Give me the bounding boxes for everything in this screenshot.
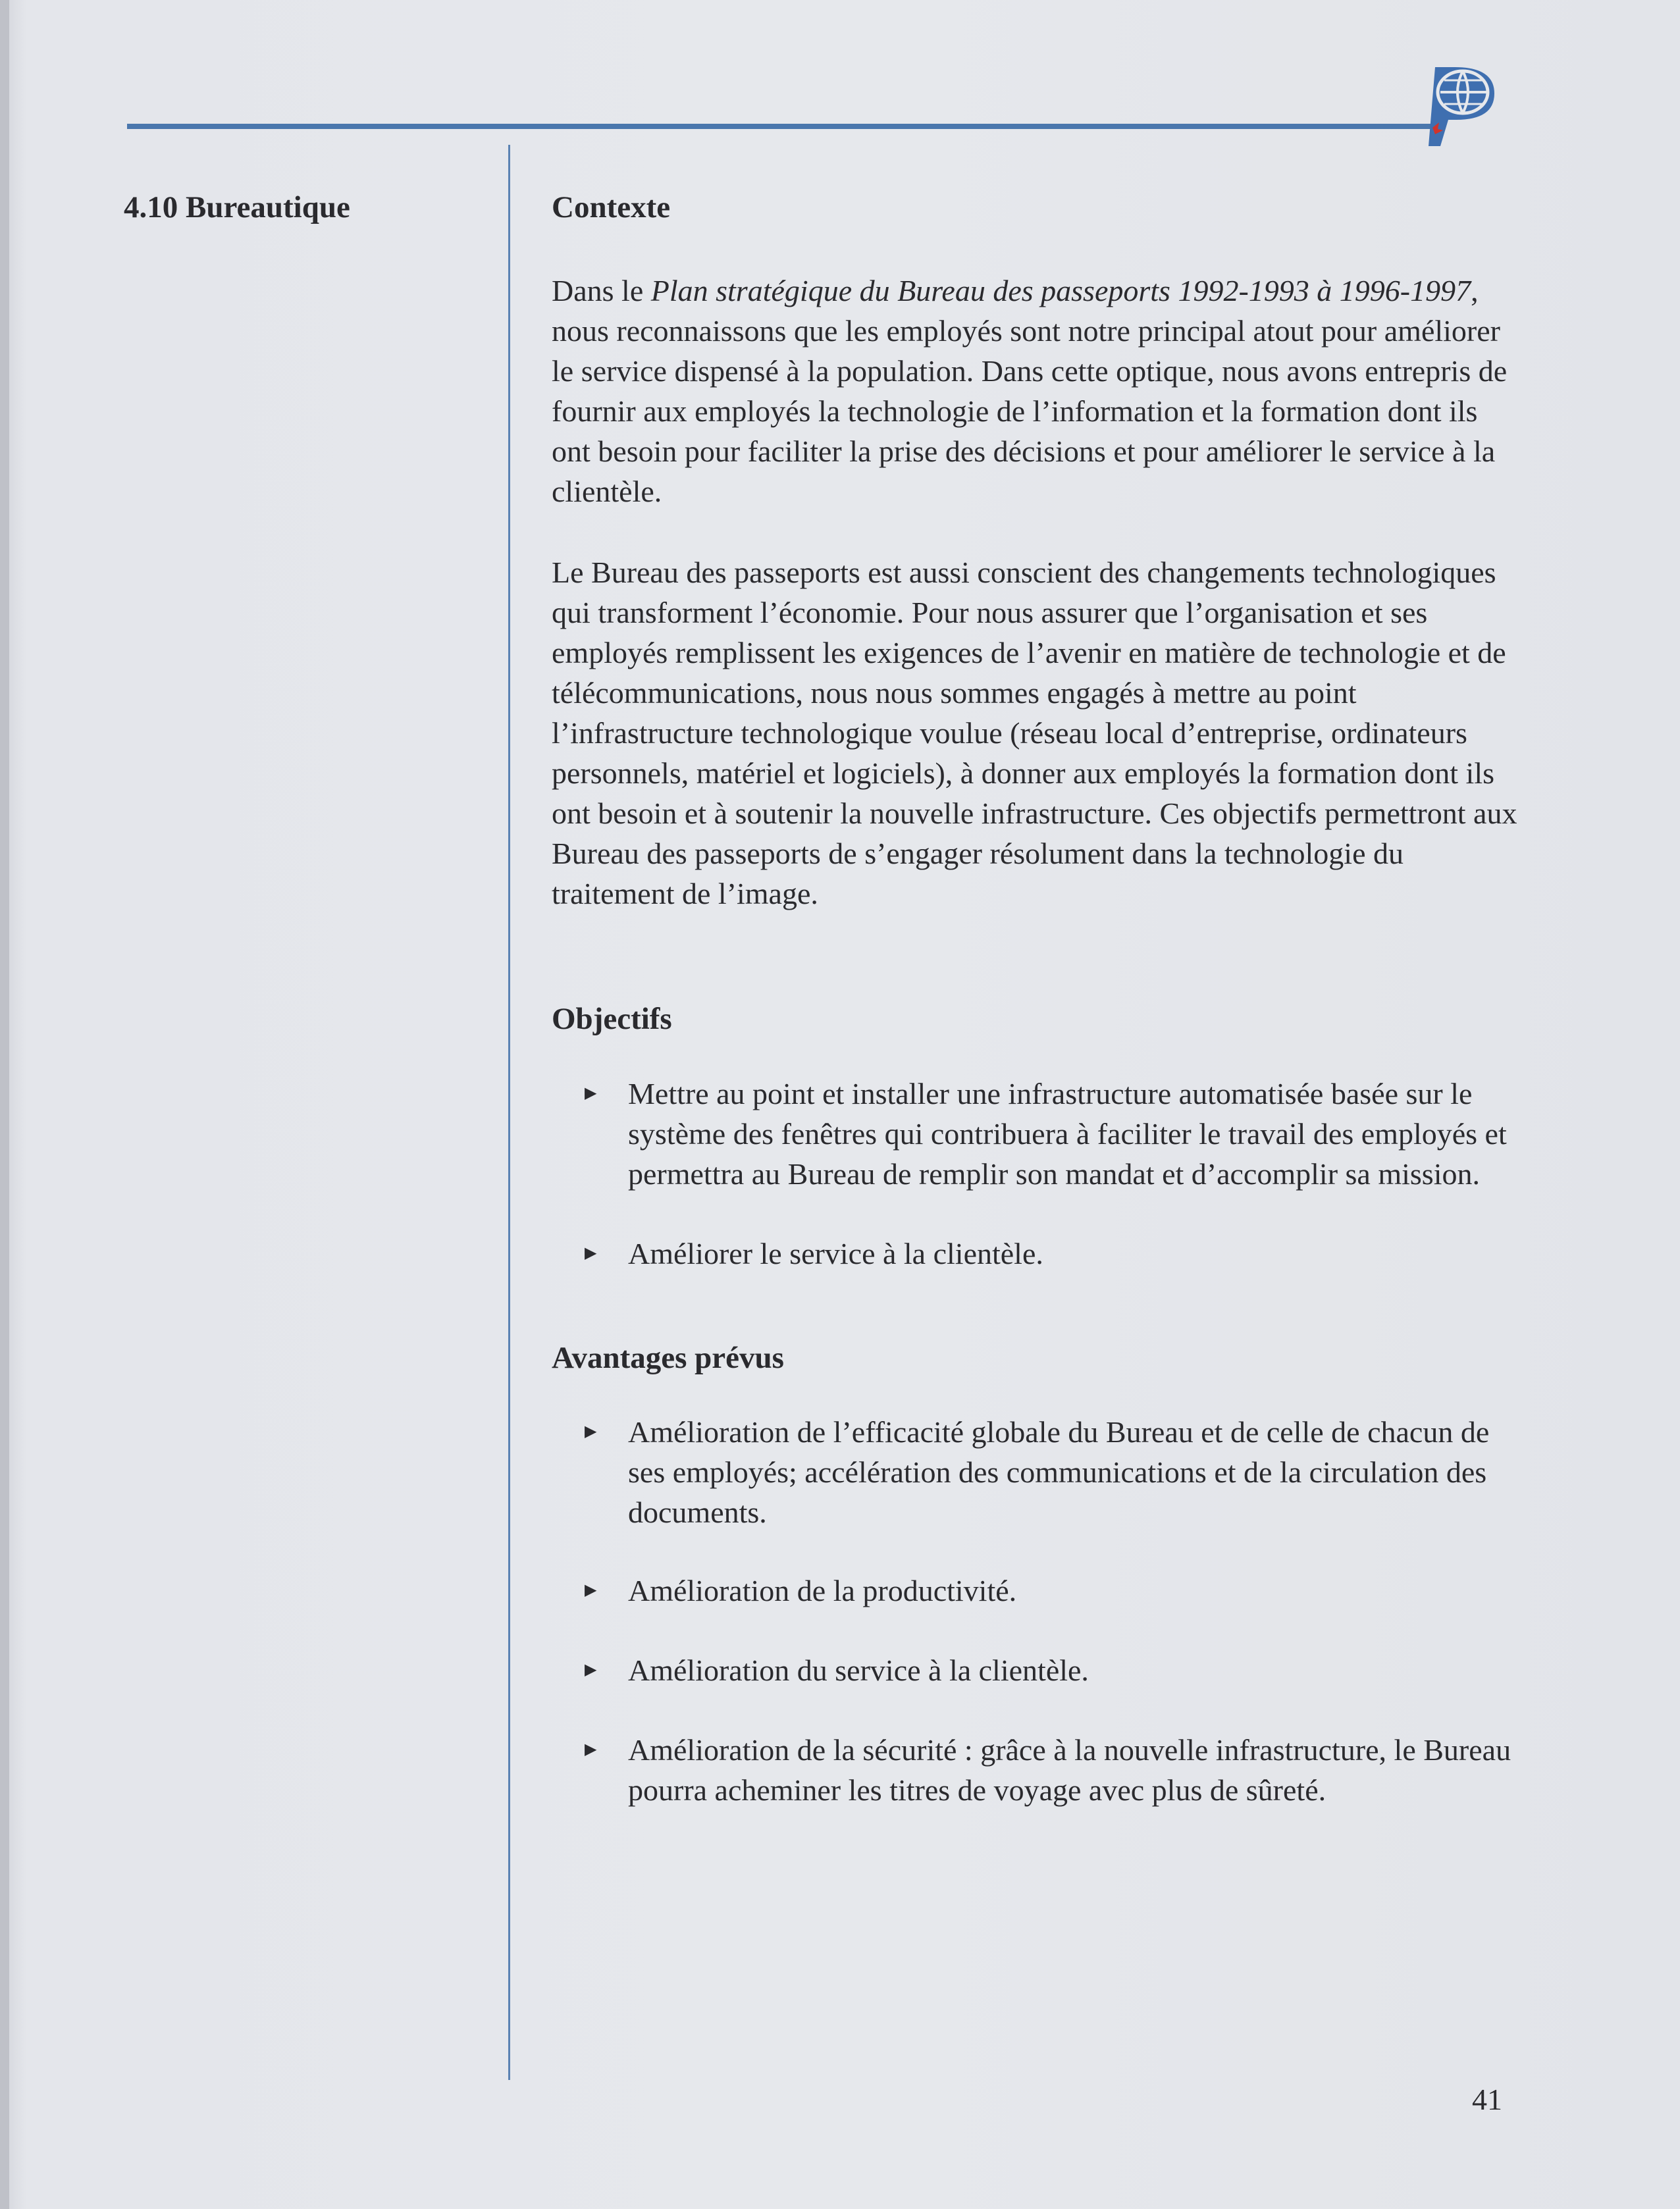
avantages-list xyxy=(552,1412,1519,1810)
contexte-p1-before: Dans le xyxy=(552,274,651,308)
avantages-heading: Avantages prévus xyxy=(552,1340,784,1375)
list-item-text: Amélioration de la sécurité : grâce à la nouvelle infrastructure, le Bureau pourra acheminer les titres de voyage avec plus de sûreté. xyxy=(628,1733,1511,1807)
objectifs-heading: Objectifs xyxy=(552,1002,672,1037)
section-title: 4.10 Bureautique xyxy=(124,190,350,224)
contexte-p1-after: , nous reconnaissons que les employés sont notre principal atout pour améliorer le service dispensé à la population. Dans cette optique, nous avons entrepris de fournir aux employés la technologie de l’information et la formation dont ils ont besoin pour faciliter la prise des décisions et pour améliorer le service à la clientèle. xyxy=(552,274,1508,509)
list-item xyxy=(552,1650,1519,1690)
page-number: 41 xyxy=(1472,2083,1502,2116)
contexte-paragraph-1 xyxy=(552,271,1519,511)
bullet-icon: ▶ xyxy=(585,1661,597,1679)
main-content xyxy=(552,189,1519,1810)
list-item xyxy=(552,1730,1519,1810)
list-item xyxy=(552,1571,1519,1611)
bullet-icon: ▶ xyxy=(585,1244,597,1262)
list-item-text: Mettre au point et installer une infrastructure automatisée basée sur le système des fenêtres qui contribuera à faciliter le travail des employés et permettra au Bureau de remplir son mandat et d’accomplir sa mission. xyxy=(628,1076,1507,1191)
contexte-paragraph-2: Le Bureau des passeports est aussi conscient des changements technologiques qui transforment l’économie. Pour nous assurer que l’organisation et ses employés remplissent les exigences de l’avenir en matière de technologie et de télécommunications, nous nous sommes engagés à mettre au point l’infrastructure technologique voulue (réseau local d’entreprise, ordinateurs personnels, matériel et logiciels), à donner aux employés la formation dont ils ont besoin et à soutenir la nouvelle infrastructure. Ces objectifs permettront aux Bureau des passeports de s’engager résolument dans la technologie du traitement de l’image. xyxy=(552,556,1517,911)
list-item-text: Amélioration du service à la clientèle. xyxy=(628,1653,1089,1688)
plan-title: Plan stratégique du Bureau des passeports 1992-1993 à 1996-1997 xyxy=(650,274,1471,308)
list-spacer xyxy=(552,1690,1519,1730)
header-rule xyxy=(127,124,1431,129)
list-item xyxy=(552,1234,1519,1274)
objectifs-list xyxy=(552,1074,1519,1274)
list-spacer xyxy=(552,1611,1519,1650)
list-spacer xyxy=(552,1194,1519,1234)
bullet-icon: ▶ xyxy=(585,1582,597,1599)
passport-logo-icon xyxy=(1409,54,1514,153)
list-item-text: Améliorer le service à la clientèle. xyxy=(628,1236,1043,1270)
column-divider xyxy=(508,145,510,2080)
bullet-icon: ▶ xyxy=(585,1741,597,1759)
scan-edge xyxy=(0,0,9,2209)
bullet-icon: ▶ xyxy=(585,1084,597,1102)
list-spacer xyxy=(552,1532,1519,1571)
list-item xyxy=(552,1074,1519,1194)
list-item-text: Amélioration de la productivité. xyxy=(628,1574,1017,1608)
list-item xyxy=(552,1412,1519,1532)
bullet-icon: ▶ xyxy=(585,1423,597,1441)
contexte-heading: Contexte xyxy=(552,190,671,224)
list-item-text: Amélioration de l’efficacité globale du Bureau et de celle de chacun de ses employés; accélération des communications et de la circulation des documents. xyxy=(628,1415,1490,1530)
